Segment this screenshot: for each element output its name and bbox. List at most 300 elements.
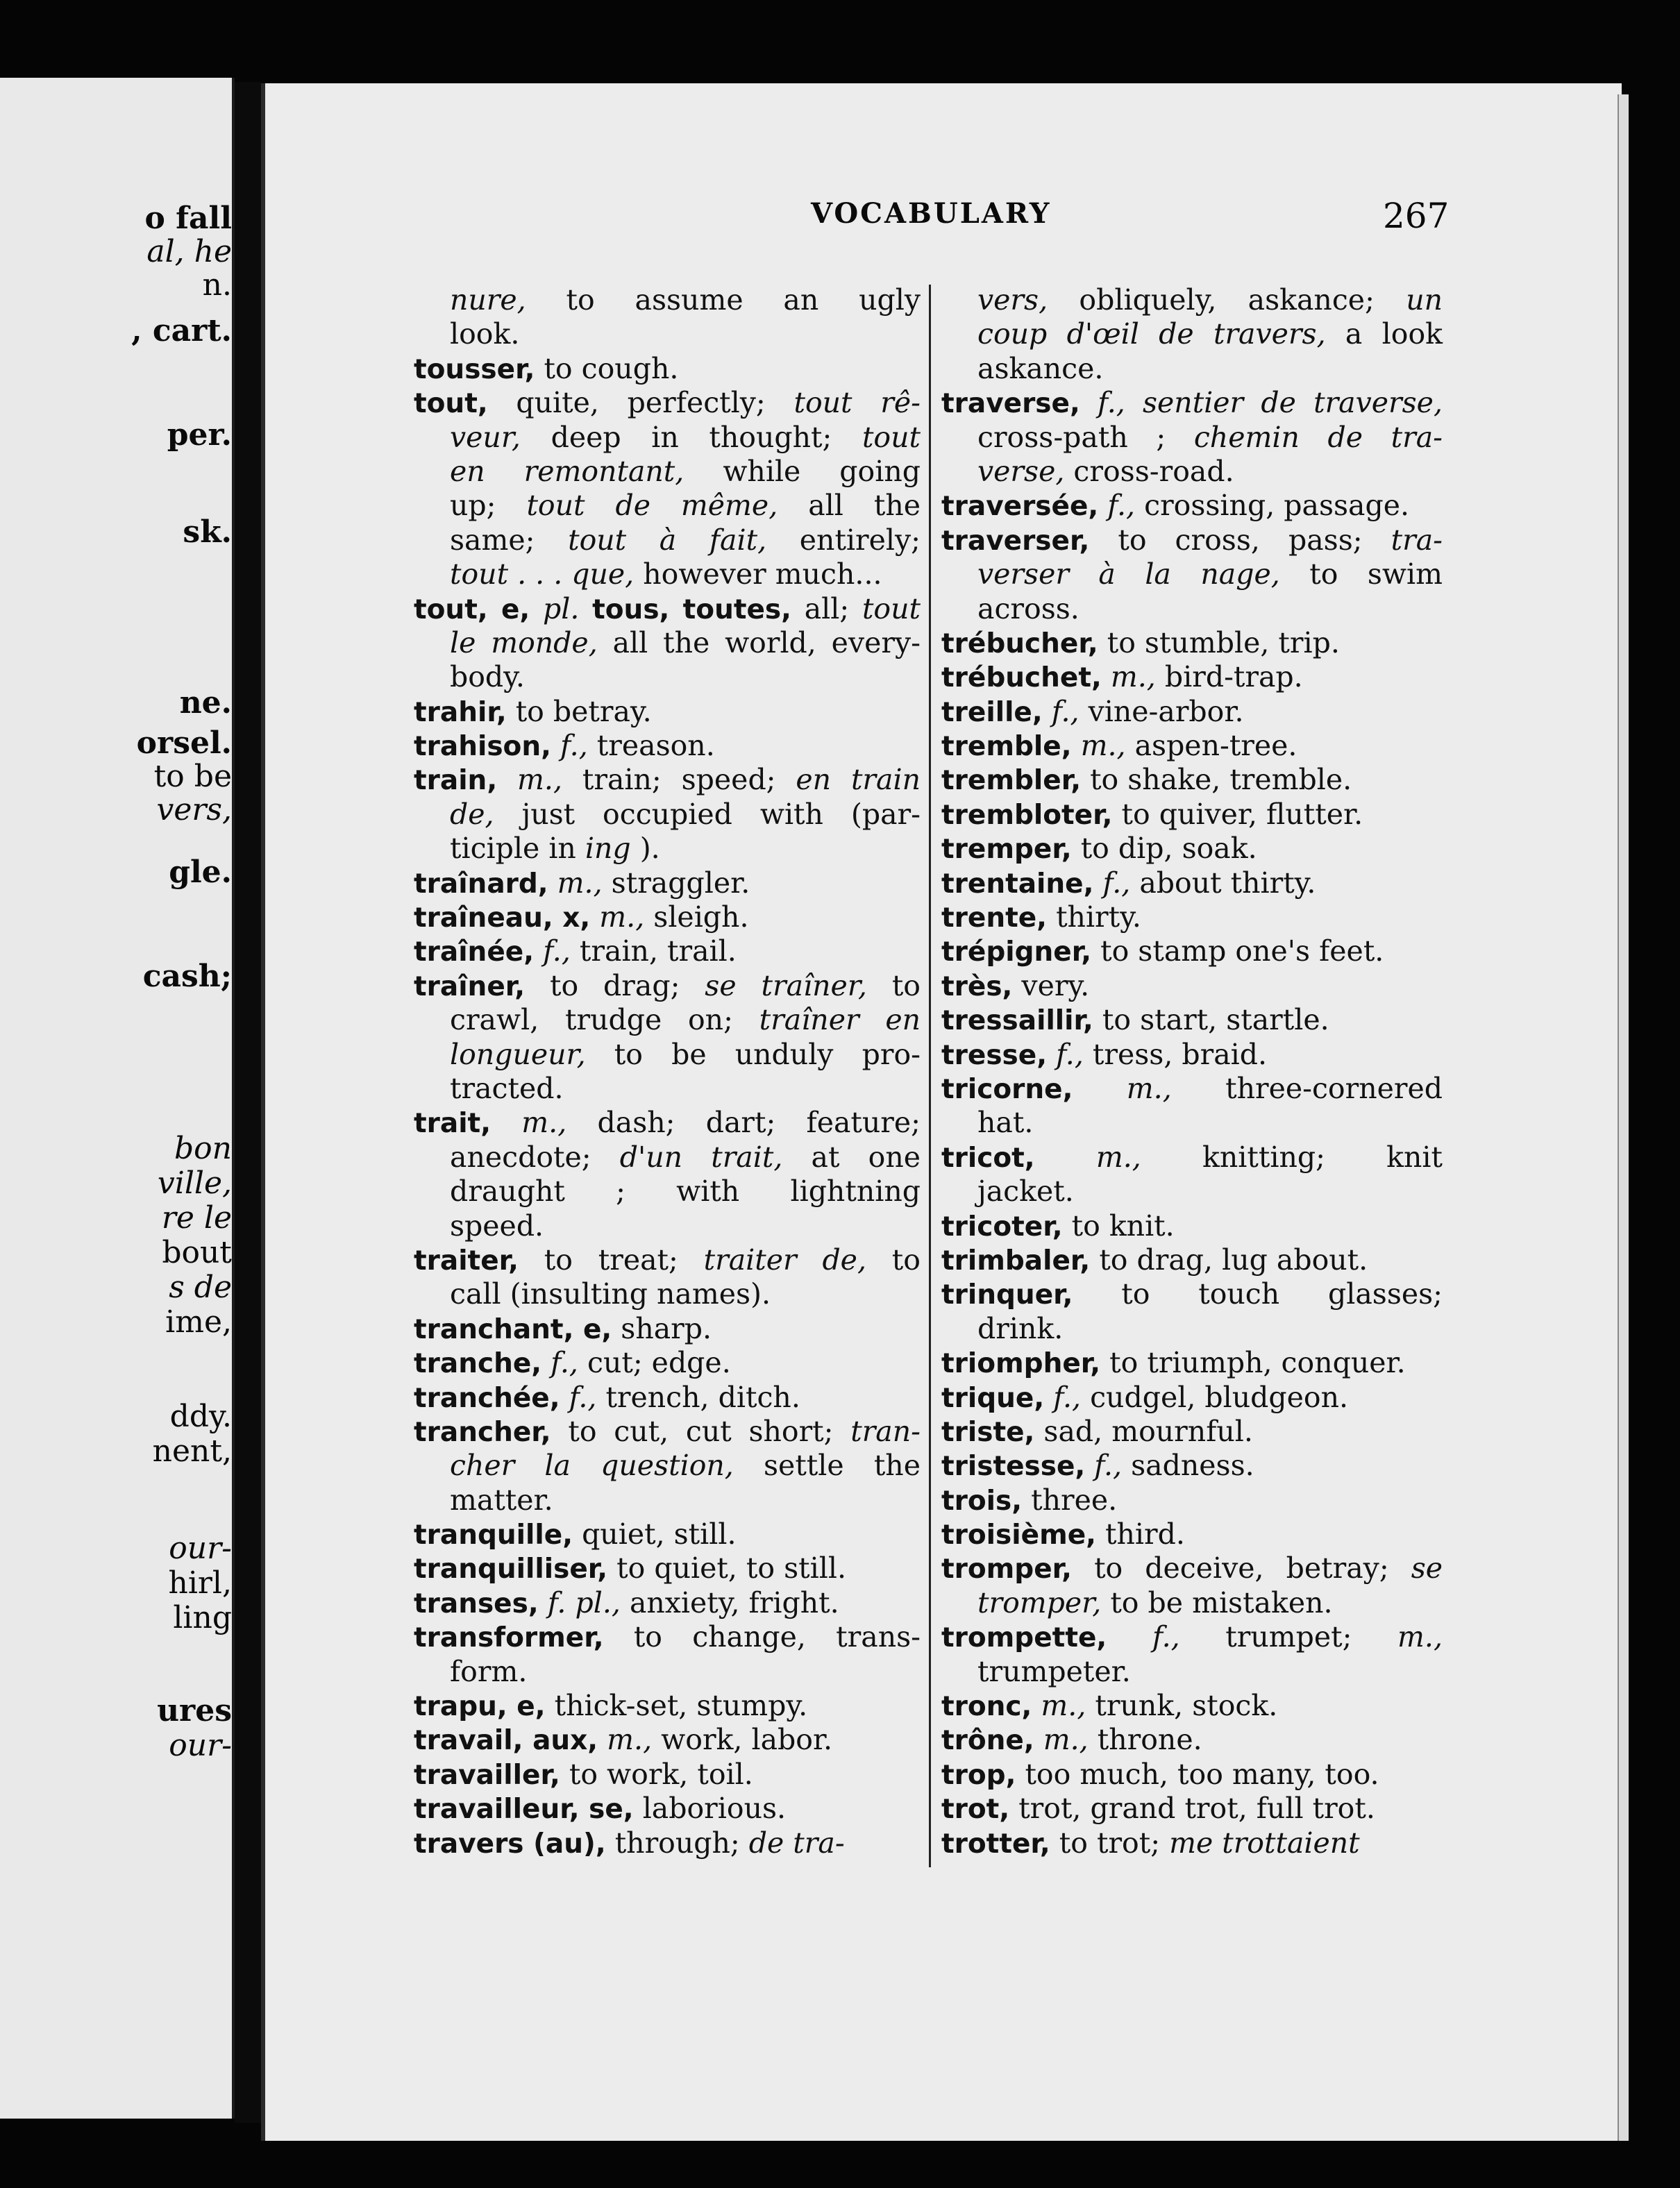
headword: tricot, [941, 1142, 1035, 1174]
vocab-line [941, 1038, 1443, 1072]
definition-text: entirely; [799, 523, 921, 557]
vocab-line [414, 660, 921, 694]
facing-page-fragment-text: , cart. [131, 313, 232, 348]
italic-text: traîner en [759, 1003, 921, 1037]
facing-page-fragment-text: gle. [169, 855, 232, 890]
headword: trahison, [414, 731, 551, 763]
italic-text: longueur, [450, 1037, 586, 1071]
headword: trimbaler, [941, 1245, 1091, 1277]
vocab-line [414, 1038, 921, 1072]
definition-text: to change, trans- [633, 1620, 921, 1654]
vocab-line [941, 352, 1443, 386]
running-head: VOCABULARY [811, 197, 1052, 230]
italic-text: f., [1053, 1380, 1082, 1414]
italic-text: f., sentier de traverse, [1098, 386, 1443, 420]
italic-text: verse, [977, 454, 1065, 488]
definition-text: to stumble, trip. [1107, 625, 1340, 659]
headword: tresse, [941, 1039, 1048, 1071]
vocab-line [414, 1723, 921, 1757]
definition-text: jacket. [977, 1175, 1074, 1209]
italic-text: un [1406, 283, 1443, 317]
definition-text: about thirty. [1139, 866, 1316, 900]
definition-text: to touch glasses; [1121, 1277, 1443, 1311]
vocab-line [941, 1517, 1443, 1551]
italic-text: m., [517, 763, 562, 797]
definition-text: ticiple in [450, 832, 585, 866]
headword: tranche, [414, 1348, 542, 1380]
vocab-line [941, 1415, 1443, 1449]
definition-text: all the [808, 489, 921, 523]
vocab-line [941, 900, 1443, 934]
vocab-line [414, 1792, 921, 1826]
vocab-line [414, 1826, 921, 1860]
headword: traverser, [941, 525, 1090, 557]
vocab-line [941, 934, 1443, 968]
headword: tranchant, e, [414, 1313, 612, 1345]
vocab-line [414, 421, 921, 455]
vocab-line [414, 1141, 921, 1175]
vocab-line [414, 866, 921, 900]
headword: tristesse, [941, 1451, 1086, 1483]
vocab-line [414, 1106, 921, 1140]
definition-text: to quiet, to still. [616, 1551, 846, 1585]
vocab-line [941, 523, 1443, 557]
definition-text: to triumph, conquer. [1109, 1346, 1406, 1380]
headword: travailler, [414, 1759, 560, 1791]
definition-text: to knit. [1071, 1209, 1175, 1243]
facing-page-fragment-text: our- [169, 1531, 232, 1566]
definition-text: tracted. [450, 1071, 564, 1105]
definition-text: while going [723, 454, 921, 488]
headword: traverse, [941, 388, 1080, 420]
headword: très, [941, 970, 1013, 1002]
vocab-line [414, 695, 921, 729]
vocab-line [941, 969, 1443, 1003]
definition-text: call (insulting names). [450, 1277, 771, 1311]
definition-text: matter. [450, 1483, 553, 1517]
definition-text: trumpet; [1225, 1620, 1398, 1654]
vocab-line [414, 763, 921, 797]
definition-text: to cough. [544, 351, 679, 385]
definition-text: trunk, stock. [1095, 1689, 1278, 1723]
facing-page-fragment-text: per. [167, 417, 232, 453]
headword: treille, [941, 696, 1043, 728]
definition-text: draught ; with lightning [450, 1175, 921, 1209]
definition-text: however much... [643, 557, 882, 591]
italic-text: m., [599, 900, 645, 934]
facing-page-fragment-text: s de [169, 1270, 232, 1305]
definition-text: crawl, trudge on; [450, 1003, 759, 1037]
headword: trône, [941, 1725, 1034, 1757]
headword: tromper, [941, 1554, 1072, 1585]
headword: trait, [414, 1108, 492, 1140]
definition-text: up; [450, 489, 527, 523]
definition-text: very. [1021, 968, 1090, 1002]
definition-text: a look [1345, 317, 1443, 351]
italic-text: m., [1110, 660, 1156, 694]
italic-text: f., [569, 1380, 597, 1414]
definition-text: sleigh. [653, 900, 749, 934]
vocab-line [414, 900, 921, 934]
headword: trapu, e, [414, 1691, 546, 1723]
definition-text: drink. [977, 1311, 1064, 1345]
vocab-line [941, 866, 1443, 900]
italic-text: tout à fait, [568, 523, 767, 557]
vocab-line [941, 1449, 1443, 1483]
definition-text: to dip, soak. [1080, 832, 1257, 866]
facing-page-fragment-text: n. [202, 267, 232, 303]
vocab-line [414, 592, 921, 626]
definition-text: cudgel, bludgeon. [1090, 1380, 1349, 1414]
italic-text: m., [1397, 1620, 1443, 1654]
vocab-line [941, 1723, 1443, 1757]
italic-text: en remontant, [450, 454, 684, 488]
vocab-line [414, 729, 921, 763]
vocab-line [414, 1586, 921, 1620]
italic-text: verser à la nage, [977, 557, 1280, 591]
headword: trébuchet, [941, 662, 1102, 694]
italic-text: f., [1107, 489, 1136, 523]
italic-text: f., [1102, 866, 1131, 900]
italic-text: cher la question, [450, 1449, 734, 1483]
vocab-line [941, 1826, 1443, 1860]
vocab-line [414, 798, 921, 832]
vocab-line [941, 660, 1443, 694]
italic-text: me trottaient [1169, 1826, 1360, 1860]
facing-page-fragment-text: ne. [179, 685, 232, 721]
headword: train, [414, 765, 498, 797]
headword: trembloter, [941, 799, 1113, 831]
italic-text: f., [543, 934, 571, 968]
italic-text: m., [1041, 1689, 1086, 1723]
vocab-line [941, 626, 1443, 660]
definition-text: deep in thought; [551, 420, 862, 454]
vocab-line [414, 352, 921, 386]
italic-text: tromper, [977, 1585, 1102, 1619]
headword: traînard, [414, 868, 548, 900]
headword: traiter, [414, 1245, 519, 1277]
vocab-line [414, 1517, 921, 1551]
headword: traîner, [414, 970, 526, 1002]
vocab-line [941, 1792, 1443, 1826]
headword: triompher, [941, 1348, 1101, 1380]
vocab-line [414, 1449, 921, 1483]
vocab-line [941, 1175, 1443, 1209]
italic-text: de, [450, 797, 494, 831]
definition-text: vine-arbor. [1088, 694, 1244, 728]
definition-text: all; [804, 591, 862, 625]
facing-page-fragment-text: o fall [144, 201, 232, 236]
facing-page-fragment-text: ville, [157, 1165, 232, 1201]
definition-text: to drag, lug about. [1099, 1243, 1368, 1277]
definition-text: train, trail. [579, 934, 737, 968]
vocab-line [414, 317, 921, 351]
italic-text: f., [1051, 694, 1080, 728]
vocab-line [941, 763, 1443, 797]
vocab-line [941, 1483, 1443, 1517]
headword: trotter, [941, 1828, 1050, 1860]
vocab-line [941, 1072, 1443, 1106]
vocab-line [414, 1346, 921, 1380]
italic-text: tra- [1391, 523, 1443, 557]
vocab-line [941, 1551, 1443, 1585]
italic-text: tout de même, [526, 489, 778, 523]
headword: trique, [941, 1382, 1045, 1414]
definition-text: anxiety, fright. [629, 1585, 839, 1619]
definition-text: form. [450, 1654, 528, 1688]
vocab-line [414, 626, 921, 660]
definition-text: to treat; [544, 1243, 704, 1277]
facing-page-fragment [0, 78, 235, 2119]
vocab-line [414, 283, 921, 317]
vocab-line [941, 1003, 1443, 1037]
vocab-line [414, 1209, 921, 1243]
vocab-line [414, 1483, 921, 1517]
headword: travail, aux, [414, 1725, 598, 1757]
headword: trahir, [414, 696, 507, 728]
italic-text: se traîner, [705, 968, 867, 1002]
facing-page-fragment-text: nent, [152, 1433, 232, 1469]
definition-text: to cross, pass; [1118, 523, 1391, 557]
italic-text: le monde, [450, 625, 598, 659]
vocab-line [941, 1655, 1443, 1689]
headword: travailleur, se, [414, 1794, 634, 1826]
definition-text: thick-set, stumpy. [554, 1689, 808, 1723]
vocab-line [941, 592, 1443, 626]
italic-text: m., [607, 1723, 653, 1757]
definition-text: to trot; [1059, 1826, 1170, 1860]
italic-text: tout rê- [793, 386, 921, 420]
italic-text: m., [557, 866, 603, 900]
vocab-line [941, 317, 1443, 351]
definition-text: to swim [1309, 557, 1443, 591]
facing-page-fragment-text: vers, [156, 792, 232, 827]
definition-text: body. [450, 660, 525, 694]
vocab-line [414, 969, 921, 1003]
vocab-line [941, 1381, 1443, 1415]
headword: tranquilliser, [414, 1554, 608, 1585]
headword: trinquer, [941, 1279, 1073, 1311]
headword: tressaillir, [941, 1005, 1093, 1037]
definition-text: quite, perfectly; [516, 386, 794, 420]
vocab-line [941, 1620, 1443, 1654]
vocab-line [414, 832, 921, 866]
headword: transes, [414, 1588, 539, 1619]
column-rule [929, 285, 931, 1867]
vocab-line [414, 1655, 921, 1689]
facing-page-fragment-text: bout [162, 1235, 232, 1270]
vocab-line [941, 1209, 1443, 1243]
definition-text: knitting; knit [1202, 1140, 1443, 1174]
headword: tousser, [414, 353, 535, 385]
facing-page-fragment-text: orsel. [136, 725, 232, 761]
definition-text: through; [614, 1826, 749, 1860]
vocab-line [414, 489, 921, 523]
definition-text: straggler. [611, 866, 750, 900]
vocab-line [941, 421, 1443, 455]
definition-text: laborious. [642, 1792, 787, 1826]
headword: tout, [414, 388, 488, 420]
facing-page-fragment-text: sk. [183, 514, 232, 550]
facing-page-fragment-text: re le [161, 1200, 232, 1236]
definition-text: hat. [977, 1106, 1034, 1140]
definition-text: three-cornered [1225, 1071, 1443, 1105]
vocab-line [941, 1277, 1443, 1311]
vocab-line [941, 1346, 1443, 1380]
vocab-line [414, 1758, 921, 1792]
headword: tremper, [941, 834, 1072, 866]
headword: trébucher, [941, 628, 1098, 659]
italic-text: traiter de, [703, 1243, 866, 1277]
definition-text: too much, too many, too. [1025, 1757, 1379, 1791]
definition-text: cross-path ; [977, 420, 1194, 454]
definition-text: aspen-tree. [1134, 729, 1297, 763]
definition-text: to [891, 1243, 921, 1277]
definition-text: sharp. [621, 1311, 712, 1345]
definition-text: ). [639, 832, 660, 866]
definition-text: settle the [764, 1449, 921, 1483]
vocab-line [941, 798, 1443, 832]
italic-text: f., [560, 729, 588, 763]
italic-text: coup d'œil de travers, [977, 317, 1326, 351]
vocab-line [414, 1003, 921, 1037]
italic-text: m., [521, 1106, 567, 1140]
vocab-line [941, 1758, 1443, 1792]
vocab-line [941, 832, 1443, 866]
definition-text: quiet, still. [582, 1517, 737, 1551]
page-edge [1618, 94, 1629, 2141]
italic-text: f., [1094, 1449, 1123, 1483]
vocab-line [941, 1312, 1443, 1346]
vocab-line [414, 1689, 921, 1723]
definition-text: just occupied with (par- [521, 797, 921, 831]
headword: traversée, [941, 491, 1099, 523]
left-column [414, 283, 921, 1860]
page-number: 267 [1383, 196, 1450, 236]
vocab-line [941, 1141, 1443, 1175]
italic-text: nure, [450, 283, 526, 317]
definition-text: treason. [596, 729, 715, 763]
definition-text: cut; edge. [587, 1346, 731, 1380]
facing-page-fragment-text: ling [173, 1600, 232, 1635]
definition-text: to be mistaken. [1110, 1585, 1333, 1619]
definition-text: three. [1031, 1483, 1118, 1517]
definition-text: third. [1105, 1517, 1185, 1551]
italic-text: ing [585, 832, 631, 866]
definition-text: to quiver, flutter. [1121, 797, 1363, 831]
definition-text: to start, startle. [1102, 1003, 1329, 1037]
definition-text: all the world, every- [612, 625, 921, 659]
headword: tranquille, [414, 1520, 573, 1551]
definition-text: speed. [450, 1209, 544, 1243]
italic-text: de tra- [748, 1826, 845, 1860]
vocab-line [414, 1551, 921, 1585]
italic-text: f., [1152, 1620, 1180, 1654]
definition-text: thirty. [1056, 900, 1141, 934]
italic-text: tran- [850, 1414, 921, 1448]
italic-text: tout . . . que, [450, 557, 635, 591]
vocab-line [414, 1620, 921, 1654]
definition-text: crossing, passage. [1144, 489, 1410, 523]
headword: traîneau, x, [414, 902, 591, 934]
definition-text: to stamp one's feet. [1100, 934, 1384, 968]
headword: tous, toutes, [592, 594, 791, 625]
right-column [941, 283, 1443, 1860]
italic-text: m., [1080, 729, 1126, 763]
headword: trépigner, [941, 936, 1092, 968]
italic-text: m., [1043, 1723, 1089, 1757]
italic-text: tout [862, 591, 921, 625]
definition-text: at one [811, 1140, 921, 1174]
vocab-line [941, 1243, 1443, 1277]
vocab-line [414, 1072, 921, 1106]
definition-text: trot, grand trot, full trot. [1018, 1792, 1375, 1826]
vocab-line [941, 455, 1443, 489]
vocab-line [941, 283, 1443, 317]
definition-text: cross-road. [1073, 454, 1234, 488]
italic-text: tout [862, 420, 921, 454]
definition-text: trench, ditch. [605, 1380, 800, 1414]
definition-text: tress, braid. [1092, 1037, 1268, 1071]
definition-text: work, labor. [661, 1723, 833, 1757]
vocab-line [941, 1586, 1443, 1620]
italic-text: en train [796, 763, 921, 797]
definition-text: to work, toil. [569, 1757, 753, 1791]
definition-text: train; speed; [582, 763, 796, 797]
definition-text: to drag; [550, 968, 705, 1002]
vocab-line [414, 557, 921, 591]
italic-text: se [1411, 1551, 1443, 1585]
italic-text: chemin de tra- [1193, 420, 1443, 454]
vocab-line [414, 934, 921, 968]
definition-text: dash; dart; feature; [597, 1106, 921, 1140]
definition-text: to [891, 968, 921, 1002]
definition-text: to betray. [515, 694, 652, 728]
headword: trembler, [941, 765, 1082, 797]
vocab-line [414, 523, 921, 557]
italic-text: vers, [977, 283, 1048, 317]
vocab-line [414, 1415, 921, 1449]
definition-text: to shake, tremble. [1090, 763, 1352, 797]
headword: transformer, [414, 1622, 604, 1654]
headword: tronc, [941, 1691, 1032, 1723]
definition-text: to deceive, betray; [1094, 1551, 1411, 1585]
facing-page-fragment-text: hirl, [168, 1565, 232, 1601]
italic-text: pl. [542, 591, 580, 625]
facing-page-fragment-text: ures [157, 1693, 232, 1728]
definition-text: obliquely, askance; [1079, 283, 1406, 317]
headword: travers (au), [414, 1828, 606, 1860]
definition-text: across. [977, 591, 1080, 625]
definition-text: bird-trap. [1164, 660, 1303, 694]
vocab-line [941, 1106, 1443, 1140]
definition-text: to be unduly pro- [614, 1037, 921, 1071]
vocab-line [941, 386, 1443, 420]
headword: trentaine, [941, 868, 1094, 900]
vocab-line [414, 1175, 921, 1209]
italic-text: m., [1126, 1071, 1172, 1105]
definition-text: same; [450, 523, 569, 557]
headword: trompette, [941, 1622, 1107, 1654]
vocab-line [941, 557, 1443, 591]
italic-text: m., [1095, 1140, 1141, 1174]
headword: troisième, [941, 1520, 1096, 1551]
facing-page-fragment-text: al, he [146, 234, 232, 269]
vocab-line [414, 386, 921, 420]
vocab-line [414, 1243, 921, 1277]
definition-text: anecdote; [450, 1140, 620, 1174]
facing-page-fragment-text: ddy. [169, 1399, 232, 1434]
